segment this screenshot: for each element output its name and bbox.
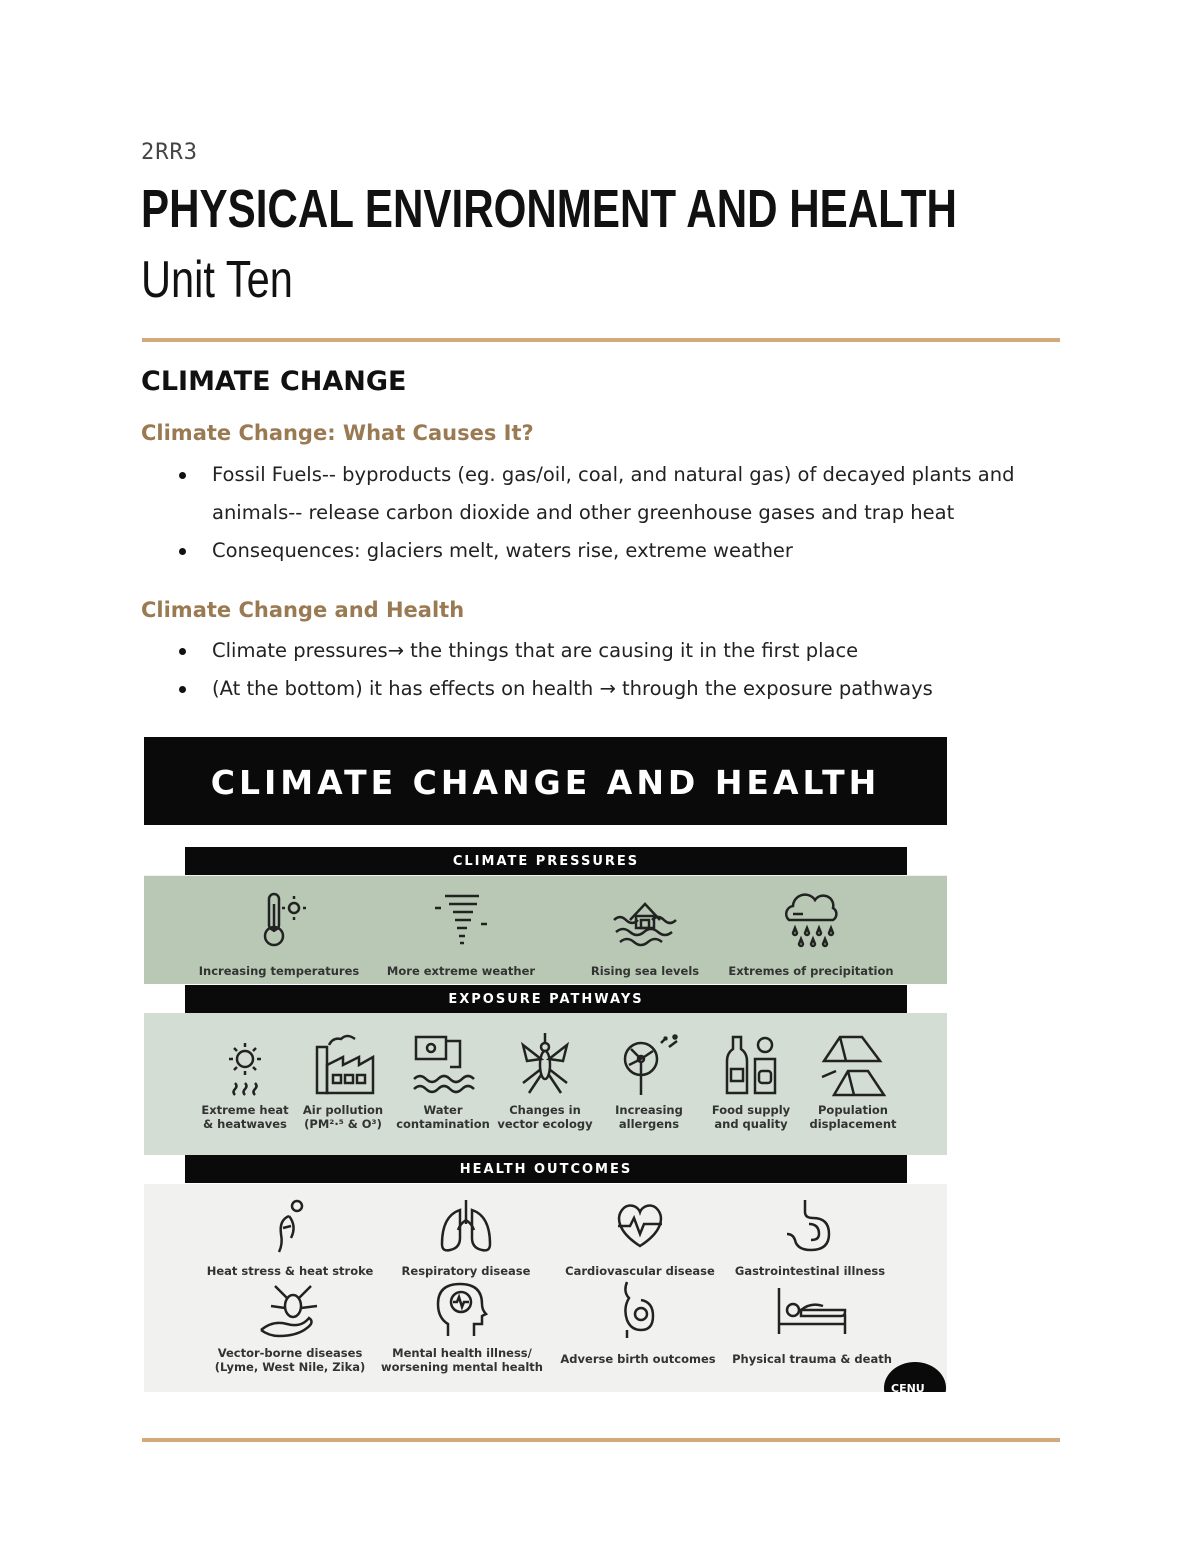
- outcome-label: Adverse birth outcomes: [560, 1352, 716, 1366]
- pressure-item: [184, 890, 374, 978]
- pressure-label: Rising sea levels: [590, 964, 700, 978]
- section-heading: CLIMATE CHANGE: [141, 366, 407, 397]
- subsection-heading-health: Climate Change and Health: [141, 598, 465, 622]
- pathway-label: allergens: [618, 1117, 680, 1131]
- outcome-label: Cardiovascular disease: [565, 1264, 715, 1278]
- list-item: Climate pressures→ the things that are causing it in the first place: [176, 632, 1056, 670]
- flooded-house-icon: [610, 890, 680, 950]
- pipe-water-icon: [410, 1031, 476, 1099]
- outcome-label: worsening mental health: [381, 1360, 543, 1374]
- pressure-label: More extreme weather: [386, 964, 536, 978]
- pathway-label: Population: [818, 1103, 888, 1117]
- pathway-item: [394, 1031, 492, 1131]
- outcome-item: [372, 1280, 552, 1374]
- thermometer-sun-icon: [249, 890, 309, 950]
- lungs-icon: [436, 1198, 496, 1254]
- pressure-label: Increasing temperatures: [198, 964, 360, 978]
- pathway-label: Increasing: [615, 1103, 683, 1117]
- page-subtitle: Unit Ten: [141, 251, 293, 309]
- outcome-label: Mental health illness/: [392, 1346, 532, 1360]
- outcome-item: [200, 1280, 380, 1374]
- hospital-bed-icon: [773, 1280, 851, 1340]
- sun-heat-icon: [215, 1031, 275, 1099]
- outcome-label: Heat stress & heat stroke: [206, 1264, 374, 1278]
- pathway-label: & heatwaves: [203, 1117, 287, 1131]
- stomach-icon: [785, 1198, 835, 1254]
- pathway-label: and quality: [714, 1117, 788, 1131]
- list-item: Consequences: glaciers melt, waters rise, extreme weather: [176, 532, 1056, 570]
- subsection-heading-causes: Climate Change: What Causes It?: [141, 421, 534, 445]
- pathway-label: Food supply: [711, 1103, 791, 1117]
- outcome-item: [376, 1198, 556, 1278]
- pressure-item: [716, 890, 906, 978]
- pathway-item: [196, 1031, 294, 1131]
- pressures-band: [144, 876, 947, 984]
- tornado-icon: [431, 890, 491, 950]
- mosquito-icon: [513, 1031, 577, 1099]
- outcomes-band: [144, 1184, 947, 1392]
- logo-text: CENU: [891, 1382, 925, 1392]
- outcome-label: Gastrointestinal illness: [734, 1264, 886, 1278]
- heat-stroke-icon: [265, 1198, 315, 1254]
- climate-health-infographic: [144, 737, 947, 1392]
- list-item: Fossil Fuels-- byproducts (eg. gas/oil, coal, and natural gas) of decayed plants and animals-- release carbon dioxide and other greenhouse gases and trap heat: [176, 456, 1056, 532]
- pathway-label: vector ecology: [497, 1117, 593, 1131]
- head-brain-icon: [434, 1280, 490, 1340]
- causes-list: [176, 456, 1056, 570]
- tick-hand-icon: [257, 1280, 323, 1340]
- health-list: [176, 632, 1056, 708]
- pathway-label: contamination: [396, 1117, 490, 1131]
- course-code: 2RR3: [141, 140, 198, 165]
- tents-icon: [818, 1031, 888, 1099]
- pressures-label: CLIMATE PRESSURES: [185, 847, 907, 875]
- pathway-item: [294, 1031, 392, 1131]
- pathway-item: [802, 1031, 904, 1131]
- dandelion-icon: [615, 1031, 683, 1099]
- pathway-label: displacement: [809, 1117, 897, 1131]
- pressure-item: [366, 890, 556, 978]
- outcome-label: Physical trauma & death: [732, 1352, 892, 1366]
- pathway-label: Changes in: [509, 1103, 581, 1117]
- outcome-label: (Lyme, West Nile, Zika): [214, 1360, 366, 1374]
- list-item: (At the bottom) it has effects on health → through the exposure pathways: [176, 670, 1056, 708]
- pathway-item: [496, 1031, 594, 1131]
- outcome-item: [200, 1198, 380, 1278]
- page-title: PHYSICAL ENVIRONMENT AND HEALTH: [141, 179, 957, 239]
- pressure-label: Extremes of precipitation: [728, 964, 894, 978]
- rain-cloud-icon: [779, 890, 843, 950]
- outcome-item: [550, 1198, 730, 1278]
- top-divider: [142, 338, 1060, 342]
- outcome-label: Respiratory disease: [401, 1264, 531, 1278]
- pathway-label: Water: [423, 1103, 463, 1117]
- pathway-item: [600, 1031, 698, 1131]
- outcome-item: [720, 1198, 900, 1278]
- pathways-label: EXPOSURE PATHWAYS: [185, 985, 907, 1013]
- outcome-item: [548, 1280, 728, 1366]
- pathways-band: [144, 1013, 947, 1155]
- pathway-item: [702, 1031, 800, 1131]
- outcome-item: [722, 1280, 902, 1366]
- pathway-label: Air pollution: [302, 1103, 384, 1117]
- outcomes-label: HEALTH OUTCOMES: [185, 1155, 907, 1183]
- factory-icon: [309, 1031, 377, 1099]
- pathway-label: (PM²·⁵ & O³): [304, 1117, 382, 1131]
- bottle-food-icon: [719, 1031, 783, 1099]
- heart-icon: [612, 1198, 668, 1254]
- infographic-title: CLIMATE CHANGE AND HEALTH: [144, 737, 947, 825]
- pressure-item: [550, 890, 740, 978]
- bottom-divider: [142, 1438, 1060, 1442]
- pregnancy-icon: [613, 1280, 663, 1340]
- outcome-label: Vector-borne diseases: [217, 1346, 363, 1360]
- pathway-label: Extreme heat: [201, 1103, 289, 1117]
